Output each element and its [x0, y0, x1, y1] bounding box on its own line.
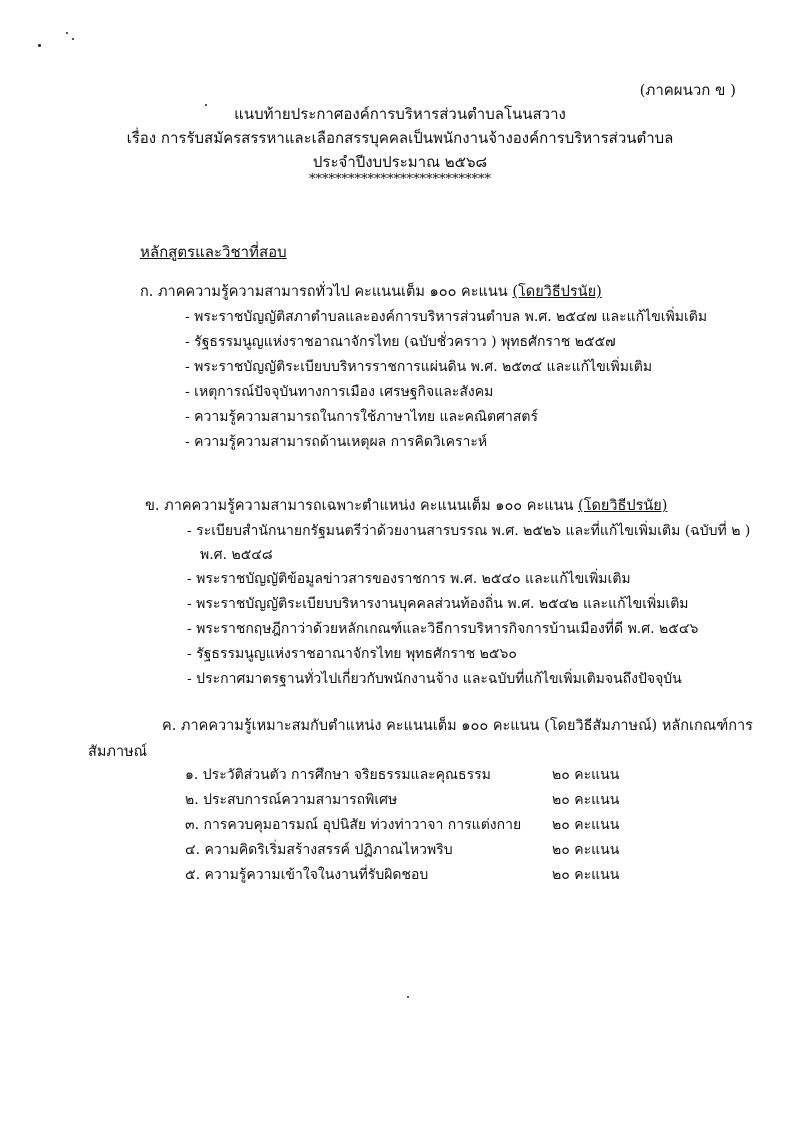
part-a-item: - พระราชบัญญัติระเบียบบริหารราชการแผ่นดิน พ.ศ. ๒๕๓๔ และแก้ไขเพิ่มเติม [185, 359, 653, 375]
part-b-item: - ระเบียบสำนักนายกรัฐมนตรีว่าด้วยงานสารบรรณ พ.ศ. ๒๕๒๖ และที่แก้ไขเพิ่มเติม (ฉบับที่ ๒ ) [187, 523, 751, 539]
part-b-item: - ประกาศมาตรฐานทั่วไปเกี่ยวกับพนักงานจ้าง และฉบับที่แก้ไขเพิ่มเติมจนถึงปัจจุบัน [187, 671, 682, 687]
announcement-subject: เรื่อง การรับสมัครสรรหาและเลือกสรรบุคคลเป็นพนักงานจ้างองค์การบริหารส่วนตำบล [126, 129, 674, 147]
part-a-item: - รัฐธรรมนูญแห่งราชอาณาจักรไทย (ฉบับชั่วคราว ) พุทธศักราช ๒๕๕๗ [185, 334, 616, 350]
part-a-heading: ก. ภาคความรู้ความสามารถทั่วไป คะแนนเต็ม ๑๐๐ คะแนน [140, 284, 508, 300]
criterion-score: ๒๐ คะแนน [552, 767, 620, 783]
part-b-method: (โดยวิธีปรนัย) [578, 498, 668, 514]
fiscal-year: ประจำปีงบประมาณ ๒๕๖๘ [312, 153, 488, 171]
scan-speck [66, 32, 68, 34]
criterion-score: ๒๐ คะแนน [552, 867, 620, 883]
criterion-label: ๒. ประสบการณ์ความสามารถพิเศษ [185, 792, 398, 808]
part-a-title [140, 280, 602, 303]
criterion-label: ๕. ความรู้ความเข้าใจในงานที่รับผิดชอบ [185, 867, 429, 883]
scan-speck [72, 38, 74, 40]
announcement-title: แนบท้ายประกาศองค์การบริหารส่วนตำบลโนนสวาง [234, 105, 566, 123]
criterion-label: ๓. การควบคุมอารมณ์ อุปนิสัย ท่วงท่าวาจา การแต่งกาย [185, 817, 522, 833]
scan-speck [38, 44, 41, 47]
part-a-item: - พระราชบัญญัติสภาตำบลและองค์การบริหารส่วนตำบล พ.ศ. ๒๕๔๗ และแก้ไขเพิ่มเติม [185, 309, 708, 325]
part-c-title: ค. ภาคความรู้เหมาะสมกับตำแหน่ง คะแนนเต็ม ๑๐๐ คะแนน (โดยวิธีสัมภาษณ์) หลักเกณฑ์การ [162, 718, 753, 734]
part-c-title-continuation: สัมภาษณ์ [88, 744, 148, 760]
criterion-score: ๒๐ คะแนน [552, 792, 620, 808]
criterion-score: ๒๐ คะแนน [552, 817, 620, 833]
separator-stars: **************************** [309, 172, 491, 187]
part-a-item: - เหตุการณ์ปัจจุบันทางการเมือง เศรษฐกิจและสังคม [185, 384, 494, 400]
part-b-item: - รัฐธรรมนูญแห่งราชอาณาจักรไทย พุทธศักราช ๒๕๖๐ [187, 646, 517, 662]
part-b-item: - พระราชกฤษฎีกาว่าด้วยหลักเกณฑ์และวิธีการบริหารกิจการบ้านเมืองที่ดี พ.ศ. ๒๕๔๖ [187, 621, 699, 637]
criterion-score: ๒๐ คะแนน [552, 842, 620, 858]
criterion-label: ๔. ความคิดริเริ่มสร้างสรรค์ ปฏิภาณไหวพริบ [185, 842, 453, 858]
part-b-heading: ข. ภาคความรู้ความสามารถเฉพาะตำแหน่ง คะแนนเต็ม ๑๐๐ คะแนน [145, 498, 574, 514]
criterion-label: ๑. ประวัติส่วนตัว การศึกษา จริยธรรมและคุณธรรม [185, 767, 491, 783]
part-a-method: (โดยวิธีปรนัย) [512, 284, 602, 300]
part-a-item: - ความรู้ความสามารถในการใช้ภาษาไทย และคณิตศาสตร์ [185, 409, 539, 425]
part-b-item-continuation: พ.ศ. ๒๕๔๘ [200, 547, 273, 563]
appendix-label: (ภาคผนวก ข ) [639, 81, 736, 99]
scan-speck [407, 996, 409, 998]
part-b-title [145, 494, 667, 517]
part-a-item: - ความรู้ความสามารถด้านเหตุผล การคิดวิเคราะห์ [185, 434, 488, 450]
part-b-item: - พระราชบัญญัติระเบียบบริหารงานบุคคลส่วนท้องถิ่น พ.ศ. ๒๕๔๒ และแก้ไขเพิ่มเติม [187, 596, 689, 612]
section-title: หลักสูตรและวิชาที่สอบ [140, 243, 287, 261]
part-b-item: - พระราชบัญญัติข้อมูลข่าวสารของราชการ พ.ศ. ๒๕๔๐ และแก้ไขเพิ่มเติม [187, 571, 631, 587]
